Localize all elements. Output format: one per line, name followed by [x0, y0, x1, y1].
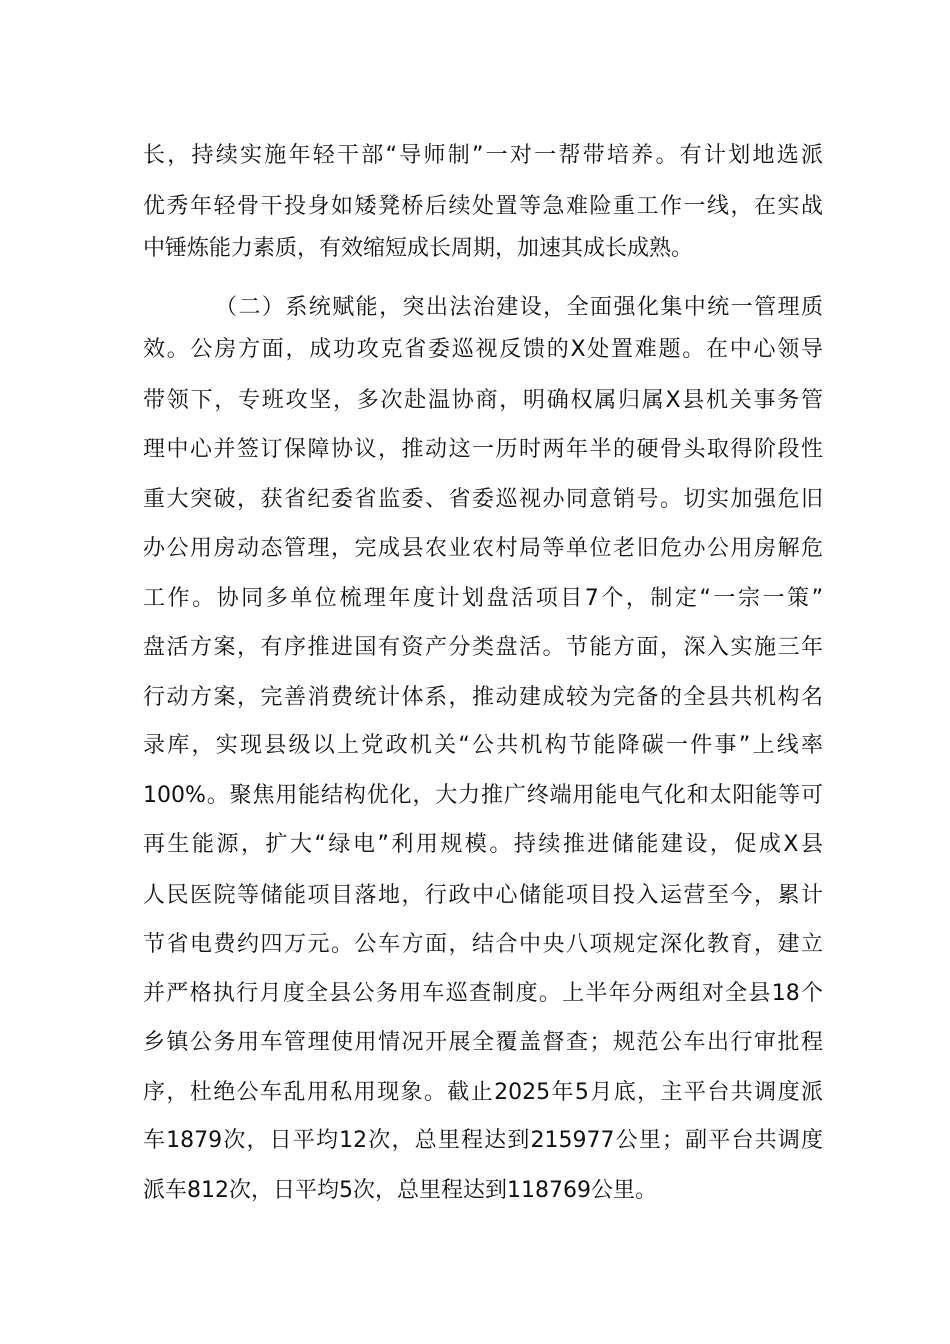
text-line-12: 行动方案，完善消费统计体系，推动建成较为完备的全县共机构名 [143, 685, 823, 710]
text-line-10: 工作。协同多单位梳理年度计划盘活项目7个，制定“一宗一策” [143, 586, 823, 611]
text-line-8: 重大突破，获省纪委省监委、省委巡视办同意销号。切实加强危旧 [143, 487, 823, 512]
text-line-6: 带领下，专班攻坚，多次赴温协商，明确权属归属X县机关事务管 [143, 388, 823, 413]
text-line-7: 理中心并签订保障协议，推动这一历时两年半的硬骨头取得阶段性 [143, 437, 823, 462]
text-line-18: 并严格执行月度全县公务用车巡查制度。上半年分两组对全县18个 [143, 981, 823, 1006]
text-line-16: 人民医院等储能项目落地，行政中心储能项目投入运营至今，累计 [143, 883, 823, 908]
section-heading-line: （二）系统赋能，突出法治建设，全面强化集中统一管理质 [215, 295, 823, 320]
text-line-2: 优秀年轻骨干投身如矮凳桥后续处置等急难险重工作一线，在实战 [143, 194, 823, 219]
text-line-21: 车1879次，日平均12次，总里程达到215977公里；副平台共调度 [143, 1128, 823, 1153]
text-line-14: 100%。聚焦用能结构优化，大力推广终端用能电气化和太阳能等可 [143, 783, 823, 808]
text-line-3: 中锤炼能力素质，有效缩短成长周期，加速其成长成熟。 [143, 236, 694, 261]
text-line-15: 再生能源，扩大“绿电”利用规模。持续推进储能建设，促成X县 [143, 832, 823, 857]
text-line-20: 序，杜绝公车乱用私用现象。截止2025年5月底，主平台共调度派 [143, 1080, 823, 1105]
text-line-9: 办公用房动态管理，完成县农业农村局等单位老旧危办公用房解危 [143, 536, 823, 561]
text-line-13: 录库，实现县级以上党政机关“公共机构节能降碳一件事”上线率 [143, 733, 823, 758]
text-line-22: 派车812次，日平均5次，总里程达到118769公里。 [143, 1178, 657, 1203]
text-line-17: 节省电费约四万元。公车方面，结合中央八项规定深化教育，建立 [143, 932, 823, 957]
text-line-19: 乡镇公务用车管理使用情况开展全覆盖督查；规范公车出行审批程 [143, 1030, 823, 1055]
text-line-1: 长，持续实施年轻干部“导师制”一对一帮带培养。有计划地选派 [143, 143, 823, 168]
text-line-11: 盘活方案，有序推进国有资产分类盘活。节能方面，深入实施三年 [143, 635, 823, 660]
text-line-5: 效。公房方面，成功攻克省委巡视反馈的X处置难题。在中心领导 [143, 337, 823, 362]
